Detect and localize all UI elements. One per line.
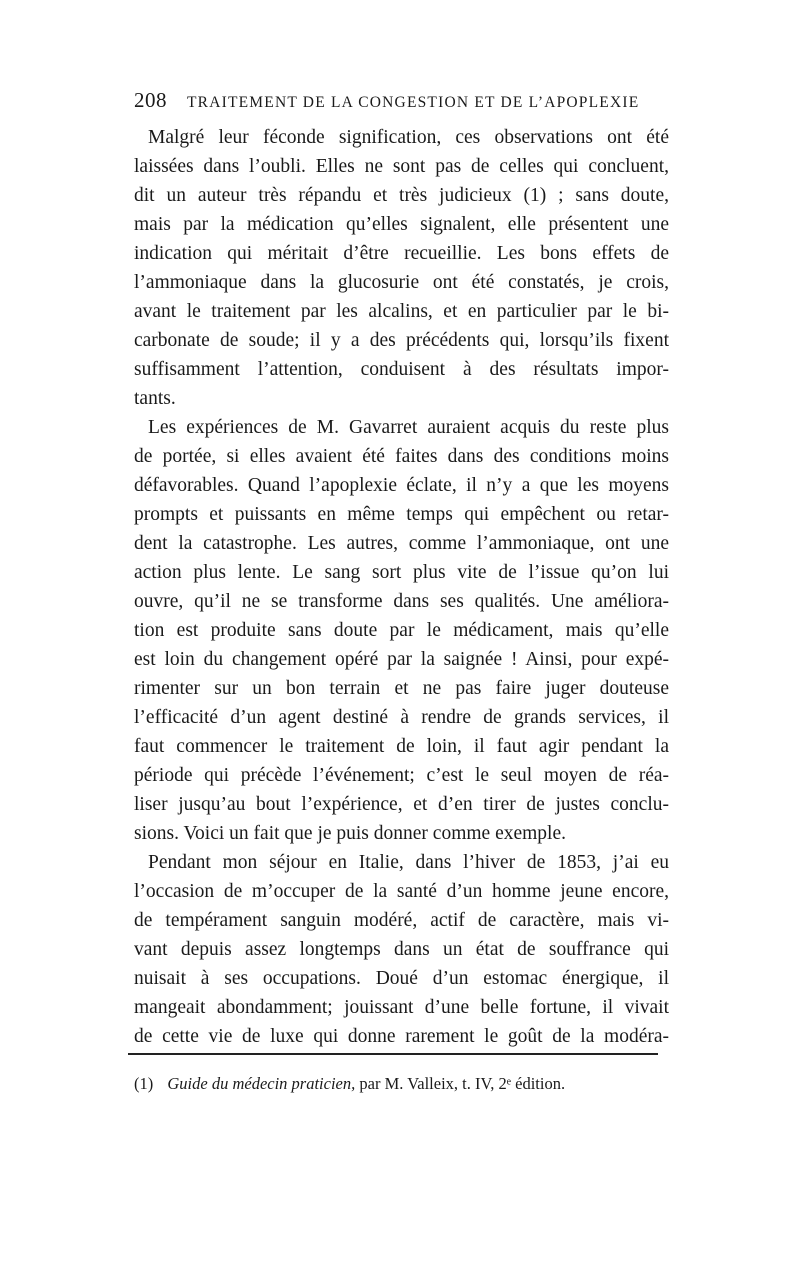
text-line: prompts et puissants en même temps qui empêchent ou retar-	[134, 504, 669, 525]
text-line: période qui précède l’événement; c’est le seul moyen de réa-	[134, 765, 669, 786]
text-line: de portée, si elles avaient été faites dans des conditions moins	[134, 446, 669, 467]
text-line: Pendant mon séjour en Italie, dans l’hiver de 1853, j’ai eu	[148, 852, 669, 873]
text-line: dent la catastrophe. Les autres, comme l’ammoniaque, ont une	[134, 533, 669, 554]
body-text	[134, 123, 669, 1051]
text-line: action plus lente. Le sang sort plus vite de l’issue qu’on lui	[134, 562, 669, 583]
text-line: mais par la médication qu’elles signalent, elle présentent une	[134, 214, 669, 235]
footnote	[134, 1072, 664, 1096]
running-head	[134, 88, 664, 118]
text-line: liser jusqu’au bout l’expérience, et d’en tirer de justes conclu-	[134, 794, 669, 815]
text-line: l’occasion de m’occuper de la santé d’un homme jeune encore,	[134, 881, 669, 902]
text-line: tants.	[134, 388, 176, 409]
text-line: indication qui méritait d’être recueillie. Les bons effets de	[134, 243, 669, 264]
footnote-rule	[128, 1053, 658, 1055]
footnote-marker: (1)	[134, 1074, 154, 1093]
text-line: mangeait abondamment; jouissant d’une belle fortune, il vivait	[134, 997, 669, 1018]
text-line: Malgré leur féconde signification, ces observations ont été	[148, 127, 669, 148]
text-line: l’efficacité d’un agent destiné à rendre de grands services, il	[134, 707, 669, 728]
text-line: de tempérament sanguin modéré, actif de caractère, mais vi-	[134, 910, 669, 931]
text-line: ouvre, qu’il ne se transforme dans ses qualités. Une améliora-	[134, 591, 669, 612]
text-line: de cette vie de luxe qui donne rarement le goût de la modéra-	[134, 1026, 669, 1047]
text-line: avant le traitement par les alcalins, et en particulier par le bi-	[134, 301, 669, 322]
footnote-citation-details: par M. Valleix, t. IV, 2ᵉ édition.	[359, 1074, 566, 1093]
text-line: carbonate de soude; il y a des précédents qui, lorsqu’ils fixent	[134, 330, 669, 351]
text-line: faut commencer le traitement de loin, il faut agir pendant la	[134, 736, 669, 757]
text-line: vant depuis assez longtemps dans un état de souffrance qui	[134, 939, 669, 960]
text-line: l’ammoniaque dans la glucosurie ont été constatés, je crois,	[134, 272, 669, 293]
running-head-title: TRAITEMENT DE LA CONGESTION ET DE L’APOPLEXIE	[187, 94, 640, 111]
text-line: suffisamment l’attention, conduisent à des résultats impor-	[134, 359, 669, 380]
text-line: dit un auteur très répandu et très judicieux (1) ; sans doute,	[134, 185, 669, 206]
text-line: laissées dans l’oubli. Elles ne sont pas de celles qui concluent,	[134, 156, 669, 177]
text-line: est loin du changement opéré par la saignée ! Ainsi, pour expé-	[134, 649, 669, 670]
footnote-cited-work: Guide du médecin praticien,	[167, 1074, 356, 1093]
text-line: sions. Voici un fait que je puis donner comme exemple.	[134, 823, 566, 844]
text-line: nuisait à ses occupations. Doué d’un estomac énergique, il	[134, 968, 669, 989]
page-number: 208	[134, 88, 167, 112]
text-line: tion est produite sans doute par le médicament, mais qu’elle	[134, 620, 669, 641]
text-line: Les expériences de M. Gavarret auraient acquis du reste plus	[148, 417, 669, 438]
text-line: rimenter sur un bon terrain et ne pas faire juger douteuse	[134, 678, 669, 699]
text-line: défavorables. Quand l’apoplexie éclate, il n’y a que les moyens	[134, 475, 669, 496]
